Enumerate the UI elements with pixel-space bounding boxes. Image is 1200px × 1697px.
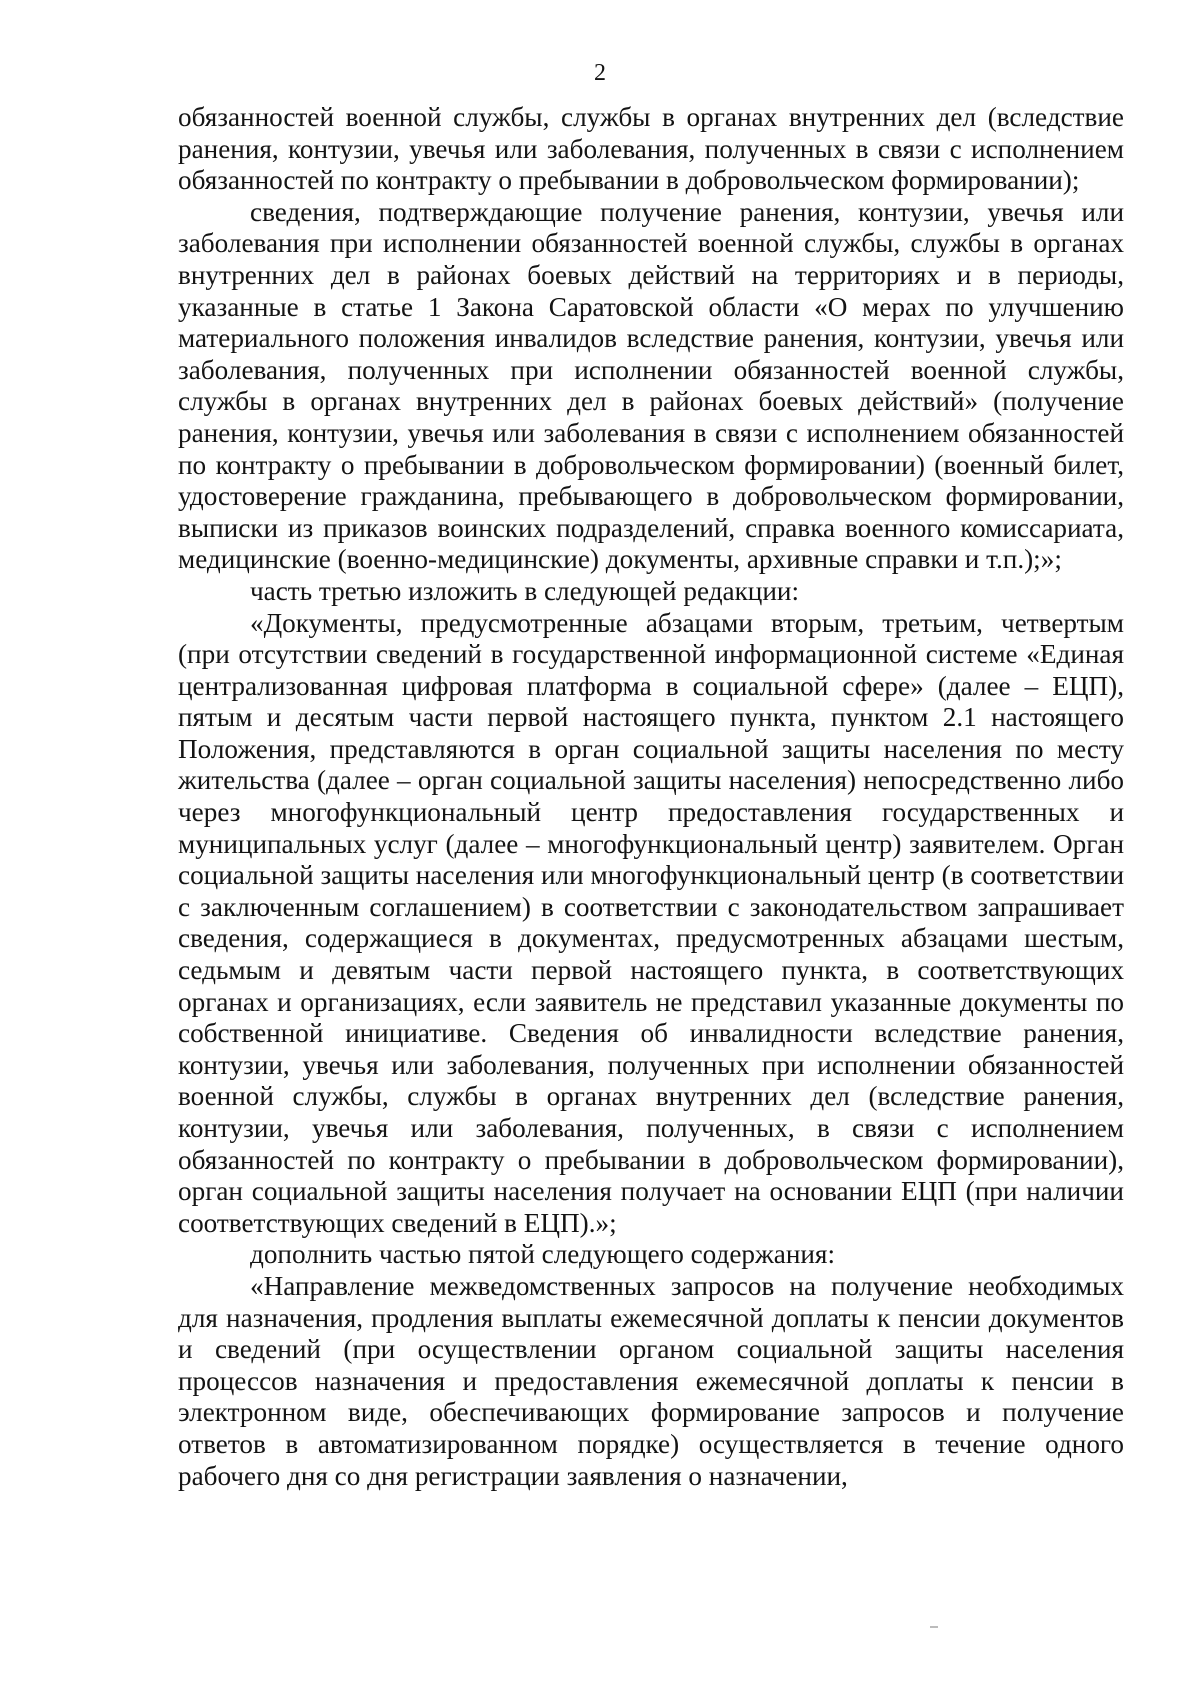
paragraph-add-part-five: дополнить частью пятой следующего содержания: [250, 1239, 835, 1270]
scan-speck [930, 1626, 938, 1628]
paragraph-interagency-requests: «Направление межведомственных запросов на получение необходимых для назначения, продления выплаты ежемесячной доплаты к пенсии документов и сведений (при осуществлении органом социальной защиты населения процессов назначения и предоставления ежемесячной доплаты к пенсии в электронном виде, обеспечивающих формирование запросов и получение ответов в автоматизированном порядке) осуществляется в течение одного рабочего дня со дня регистрации заявления о назначении, [178, 1270, 1124, 1491]
paragraph-continuation: обязанностей военной службы, службы в органах внутренних дел (вследствие ранения, контузии, увечья или заболевания, полученных в связи с исполнением обязанностей по контракту о пребывании в добровольческом формировании); [178, 102, 1124, 196]
document-body [178, 102, 1124, 1492]
paragraph-evidence-of-injury: сведения, подтверждающие получение ранения, контузии, увечья или заболевания при исполнении обязанностей военной службы, службы в органах внутренних дел в районах боевых действий на территориях и в периоды, указанные в статье 1 Закона Саратовской области «О мерах по улучшению материального положения инвалидов вследствие ранения, контузии, увечья или заболевания, полученных при исполнении обязанностей военной службы, службы в органах внутренних дел в районах боевых действий» (получение ранения, контузии, увечья или заболевания в связи с исполнением обязанностей по контракту о пребывании в добровольческом формировании) (военный билет, удостоверение гражданина, пребывающего в добровольческом формировании, выписки из приказов воинских подразделений, справка военного комиссариата, медицинские (военно-медицинские) документы, архивные справки и т.п.);»; [178, 196, 1124, 575]
paragraph-documents-submission: «Документы, предусмотренные абзацами вторым, третьим, четвертым (при отсутствии сведений в государственной информационной системе «Единая централизованная цифровая платформа в социальной сфере» (далее – ЕЦП), пятым и десятым части первой настоящего пункта, пунктом 2.1 настоящего Положения, представляются в орган социальной защиты населения по месту жительства (далее – орган социальной защиты населения) непосредственно либо через многофункциональный центр предоставления государственных и муниципальных услуг (далее – многофункциональный центр) заявителем. Орган социальной защиты населения или многофункциональный центр (в соответствии с заключенным соглашением) в соответствии с законодательством запрашивает сведения, содержащиеся в документах, предусмотренных абзацами шестым, седьмым и девятым части первой настоящего пункта, в соответствующих органах и организациях, если заявитель не представил указанные документы по собственной инициативе. Сведения об инвалидности вследствие ранения, контузии, увечья или заболевания, полученных при исполнении обязанностей военной службы, службы в органах внутренних дел (вследствие ранения, контузии, увечья или заболевания, полученных, в связи с исполнением обязанностей по контракту о пребывании в добровольческом формировании), орган социальной защиты населения получает на основании ЕЦП (при наличии соответствующих сведений в ЕЦП).»; [178, 607, 1124, 1238]
paragraph-amend-part-three: часть третью изложить в следующей редакции: [250, 575, 800, 606]
page-number: 2 [594, 60, 606, 86]
